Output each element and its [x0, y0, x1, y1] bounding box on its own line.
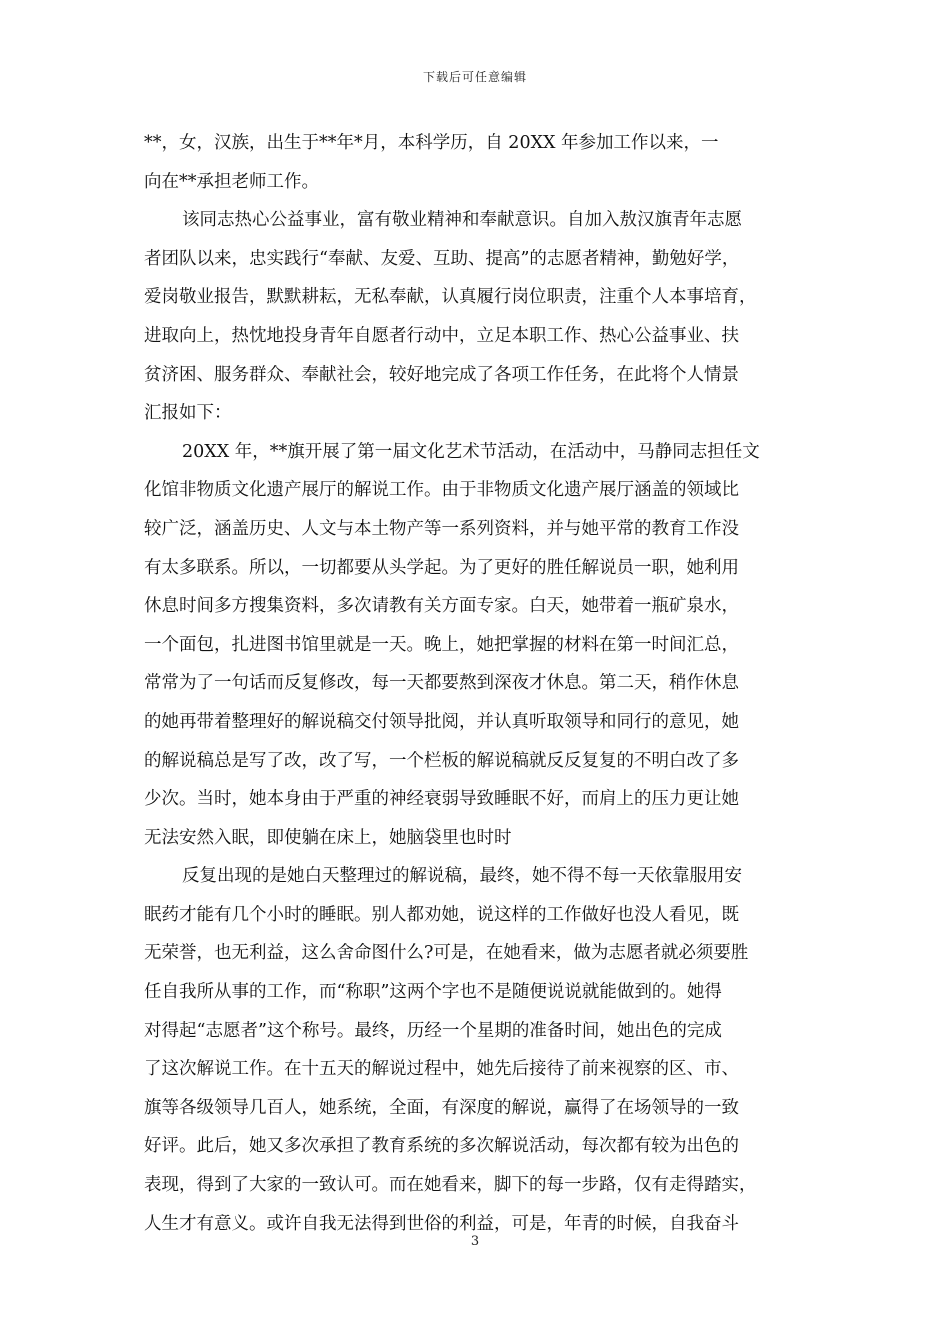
text-line: 对得起“志愿者”这个称号。最终，历经一个星期的准备时间，她出色的完成 — [144, 1020, 722, 1041]
text-line: 者团队以来，忠实践行“奉献、友爱、互助、提高”的志愿者精神，勤勉好学， — [144, 248, 740, 269]
text-line: 汇报如下： — [144, 403, 232, 424]
text-line: 有太多联系。所以，一切都要从头学起。为了更好的胜任解说员一职，她利用 — [144, 557, 739, 578]
body-text — [144, 124, 808, 1243]
text-line: 旗等各级领导几百人，她系统，全面，有深度的解说，赢得了在场领导的一致 — [144, 1097, 739, 1118]
text-line: 表现，得到了大家的一致认可。而在她看来，脚下的每一步路，仅有走得踏实， — [144, 1175, 757, 1196]
text-line: 无荣誉，也无利益，这么舍命图什么?可是，在她看来，做为志愿者就必须要胜 — [144, 943, 749, 964]
paragraph-start-line: 20XX 年，**旗开展了第一届文化艺术节活动，在活动中，马静同志担任文 — [182, 441, 760, 462]
paragraph-start-line: 该同志热心公益事业，富有敬业精神和奉献意识。自加入敖汉旗青年志愿 — [182, 210, 742, 231]
text-line: 眠药才能有几个小时的睡眠。别人都劝她，说这样的工作做好也没人看见，既 — [144, 904, 739, 925]
text-line: 向在**承担老师工作。 — [144, 171, 319, 192]
text-line: 人生才有意义。或许自我无法得到世俗的利益，可是，年青的时候，自我奋斗 — [144, 1213, 739, 1234]
text-line: 休息时间多方搜集资料，多次请教有关方面专家。白天，她带着一瓶矿泉水， — [144, 596, 739, 617]
text-line: 贫济困、服务群众、奉献社会，较好地完成了各项工作任务，在此将个人情景 — [144, 364, 739, 385]
text-line: 进取向上，热忱地投身青年自愿者行动中，立足本职工作、热心公益事业、扶 — [144, 325, 739, 346]
text-line: 好评。此后，她又多次承担了教育系统的多次解说活动，每次都有较为出色的 — [144, 1136, 739, 1157]
text-line: 一个面包，扎进图书馆里就是一天。晚上，她把掌握的材料在第一时间汇总， — [144, 634, 739, 655]
paragraph-start-line: 反复出现的是她白天整理过的解说稿，最终，她不得不每一天依靠服用安 — [182, 866, 742, 887]
text-line: 无法安然入眠，即使躺在床上，她脑袋里也时时 — [144, 827, 512, 848]
text-line: 的她再带着整理好的解说稿交付领导批阅，并认真听取领导和同行的意见，她 — [144, 711, 739, 732]
text-line: 常常为了一句话而反复修改，每一天都要熬到深夜才休息。第二天，稍作休息 — [144, 673, 739, 694]
text-line: 化馆非物质文化遗产展厅的解说工作。由于非物质文化遗产展厅涵盖的领域比 — [144, 480, 739, 501]
text-line: 的解说稿总是写了改，改了写，一个栏板的解说稿就反反复复的不明白改了多 — [144, 750, 739, 771]
text-line: 较广泛，涵盖历史、人文与本土物产等一系列资料，并与她平常的教育工作没 — [144, 518, 739, 539]
page-header-note: 下载后可任意编辑 — [422, 70, 527, 84]
text-line: 了这次解说工作。在十五天的解说过程中，她先后接待了前来视察的区、市、 — [144, 1059, 739, 1080]
text-line: 爱岗敬业报告，默默耕耘，无私奉献，认真履行岗位职责，注重个人本事培育， — [144, 287, 757, 308]
page-number: 3 — [470, 1234, 480, 1249]
text-line: 少次。当时，她本身由于严重的神经衰弱导致睡眠不好，而肩上的压力更让她 — [144, 789, 739, 810]
text-line: **，女，汉族，出生于**年*月，本科学历，自 20XX 年参加工作以来，一 — [144, 133, 719, 153]
text-line: 任自我所从事的工作，而“称职”这两个字也不是随便说说就能做到的。她得 — [144, 982, 722, 1003]
